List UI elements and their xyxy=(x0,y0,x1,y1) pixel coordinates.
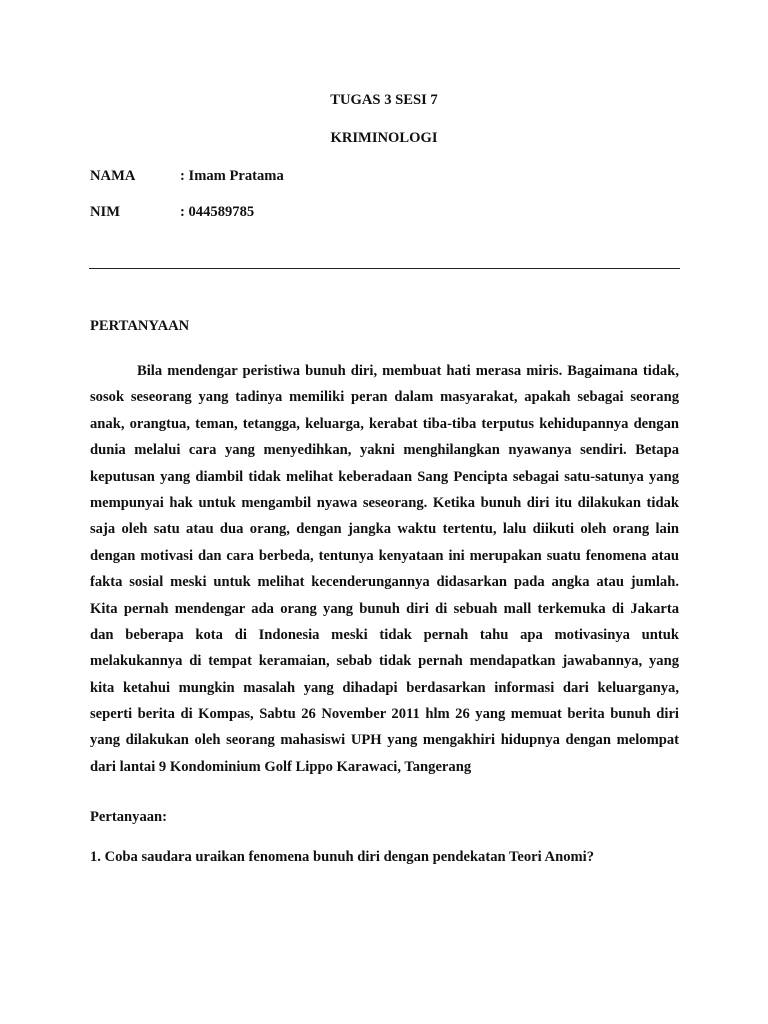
paragraph-line: Bila mendengar peristiwa bunuh diri, membuat hati merasa miris. Bagaimana tidak, xyxy=(137,363,679,379)
paragraph-line: mempunyai hak untuk mengambil nyawa seseorang. Ketika bunuh diri itu dilakukan tidak xyxy=(90,494,679,511)
nama-label: NAMA xyxy=(90,168,136,184)
paragraph-line: saja oleh satu atau dua orang, dengan jangka waktu tertentu, lalu diikuti oleh orang lain xyxy=(90,521,679,538)
nim-value: : 044589785 xyxy=(180,204,255,220)
nama-value: : Imam Pratama xyxy=(180,168,284,184)
paragraph-line: dunia melalui cara yang menyedihkan, yakni menghilangkan nyawanya sendiri. Betapa xyxy=(90,442,679,459)
paragraph-line: dan beberapa kota di Indonesia meski tidak pernah tahu apa motivasinya untuk xyxy=(90,626,679,643)
paragraph-line: seperti berita di Kompas, Sabtu 26 November 2011 hlm 26 yang memuat berita bunuh diri xyxy=(90,706,679,723)
section-heading: PERTANYAAN xyxy=(90,318,190,334)
paragraph-line: melakukannya di tempat keramaian, sebab tidak pernah mendapatkan jawabannya, yang xyxy=(90,653,679,670)
paragraph-line: anak, orangtua, teman, tetangga, keluarga, kerabat tiba-tiba terputus kehidupannya dengan xyxy=(90,415,679,432)
paragraph-line: kita ketahui mungkin masalah yang dihadapi berdasarkan informasi dari keluarganya, xyxy=(90,679,679,696)
questions-heading: Pertanyaan: xyxy=(90,809,168,825)
nim-label: NIM xyxy=(90,204,120,220)
paragraph-line: dari lantai 9 Kondominium Golf Lippo Karawaci, Tangerang xyxy=(90,758,472,775)
paragraph-line: sosok seseorang yang tadinya memiliki peran dalam masyarakat, apakah sebagai seorang xyxy=(90,389,679,406)
body-paragraph xyxy=(90,358,679,780)
question-item: 1. Coba saudara uraikan fenomena bunuh diri dengan pendekatan Teori Anomi? xyxy=(90,849,595,865)
paragraph-line: fakta sosial meski untuk melihat kecenderungannya didasarkan pada angka atau jumlah. xyxy=(90,574,679,591)
paragraph-line: keputusan yang diambil tidak melihat keberadaan Sang Pencipta sebagai satu-satunya yang xyxy=(90,468,679,485)
paragraph-line: dengan motivasi dan cara berbeda, tentunya kenyataan ini merupakan suatu fenomena atau xyxy=(90,547,679,564)
document-subtitle: KRIMINOLOGI xyxy=(330,130,438,146)
paragraph-line: Kita pernah mendengar ada orang yang bunuh diri di sebuah mall terkemuka di Jakarta xyxy=(90,600,679,617)
document-title: TUGAS 3 SESI 7 xyxy=(330,92,438,108)
paragraph-line: yang dilakukan oleh seorang mahasiswi UPH yang mengakhiri hidupnya dengan melompat xyxy=(90,732,679,749)
horizontal-divider xyxy=(89,268,680,269)
